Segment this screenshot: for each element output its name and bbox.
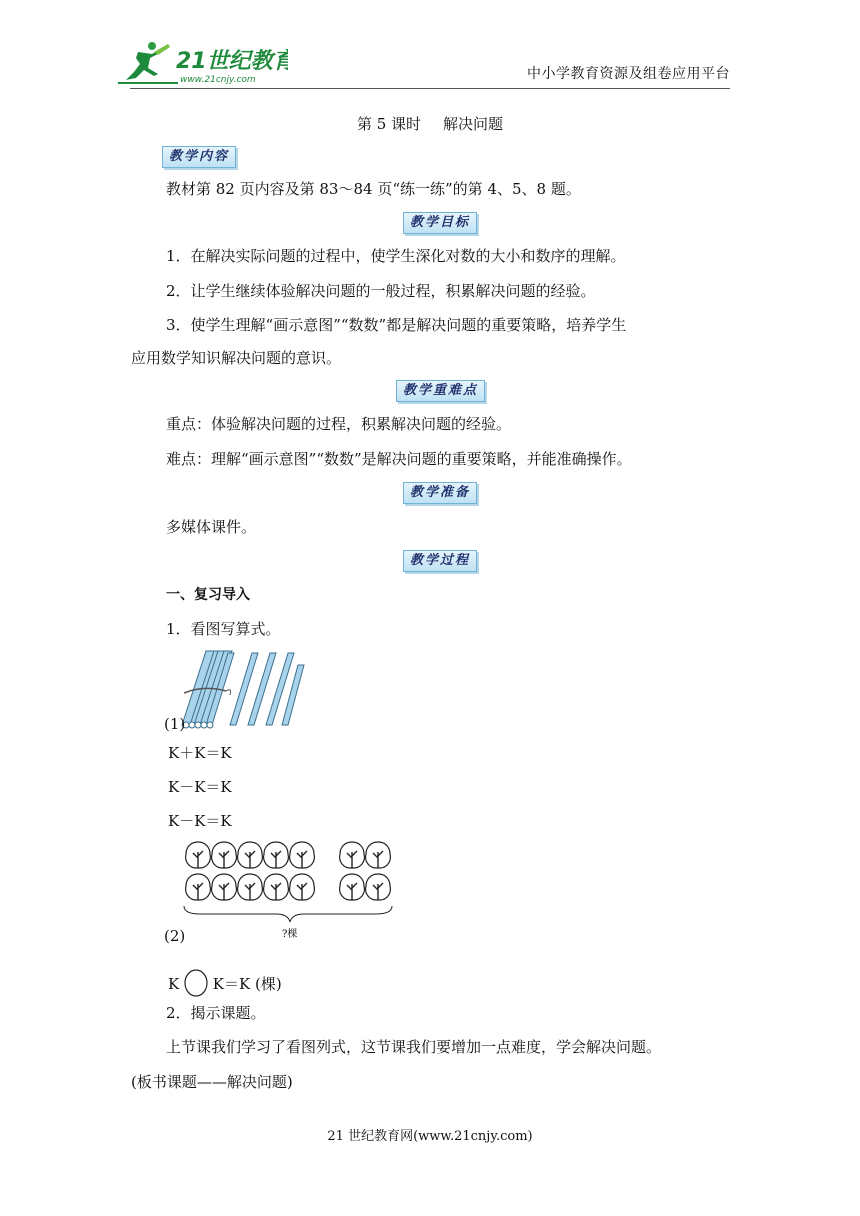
section-label-content: 教学内容 (162, 146, 236, 168)
footer-text: 21 世纪教育网(www.21cnjy.com) (327, 1129, 533, 1144)
intro-line-1: 上节课我们学习了看图列式，这节课我们要增加一点难度，学会解决问题。 (166, 1038, 662, 1056)
difficulty-point: 难点：理解“画示意图”“数数”是解决问题的重要策略，并能准确操作。 (166, 450, 632, 468)
content-text: 教材第 82 页内容及第 83～84 页“练一练”的第 4、5、8 题。 (166, 180, 581, 198)
sticks-bundle-icon (170, 645, 310, 730)
goal-3-line1: 3．使学生理解“画示意图”“数数”都是解决问题的重要策略，培养学生 (166, 316, 627, 334)
equation-4-left: K (168, 975, 180, 993)
operator-circle-icon[interactable] (182, 968, 210, 998)
equation-1: K＋K＝K (168, 744, 232, 762)
preparation-text: 多媒体课件。 (166, 518, 257, 536)
review-item-1: 1．看图写算式。 (166, 620, 281, 638)
lesson-name: 解决问题 (443, 115, 504, 133)
goal-1: 1．在解决实际问题的过程中，使学生深化对数的大小和数序的理解。 (166, 247, 626, 265)
figure-2-question: ?棵 (282, 929, 298, 938)
header-divider (130, 88, 730, 89)
site-logo (118, 38, 288, 88)
key-point: 重点：体验解决问题的过程，积累解决问题的经验。 (166, 415, 512, 433)
goal-2: 2．让学生继续体验解决问题的一般过程，积累解决问题的经验。 (166, 282, 596, 300)
equation-4 (168, 968, 282, 998)
equation-3: K－K＝K (168, 812, 232, 830)
goal-3-line2: 应用数学知识解决问题的意识。 (131, 349, 342, 367)
platform-name: 中小学教育资源及组卷应用平台 (527, 66, 730, 82)
review-item-2: 2．揭示课题。 (166, 1004, 266, 1022)
equation-2: K－K＝K (168, 778, 232, 796)
section-label-key-points: 教学重难点 (396, 380, 485, 402)
figure-2-label: (2) (164, 927, 186, 945)
tree-icons (186, 842, 391, 900)
review-heading: 一、复习导入 (166, 587, 250, 603)
figure-1-label: (1) (164, 715, 186, 733)
logo-url: www.21cnjy.com (180, 75, 256, 85)
intro-line-2: (板书课题——解决问题) (131, 1073, 293, 1091)
section-label-goals: 教学目标 (403, 212, 477, 234)
lesson-title (0, 113, 860, 134)
equation-4-right: K＝K (棵) (212, 975, 282, 993)
running-figure-icon (118, 38, 288, 88)
trees-figure (180, 838, 400, 938)
logo-text: 21世纪教育 (176, 49, 288, 74)
section-label-process: 教学过程 (403, 550, 477, 572)
lesson-number: 第 5 课时 (356, 115, 422, 133)
section-label-preparation: 教学准备 (403, 482, 477, 504)
